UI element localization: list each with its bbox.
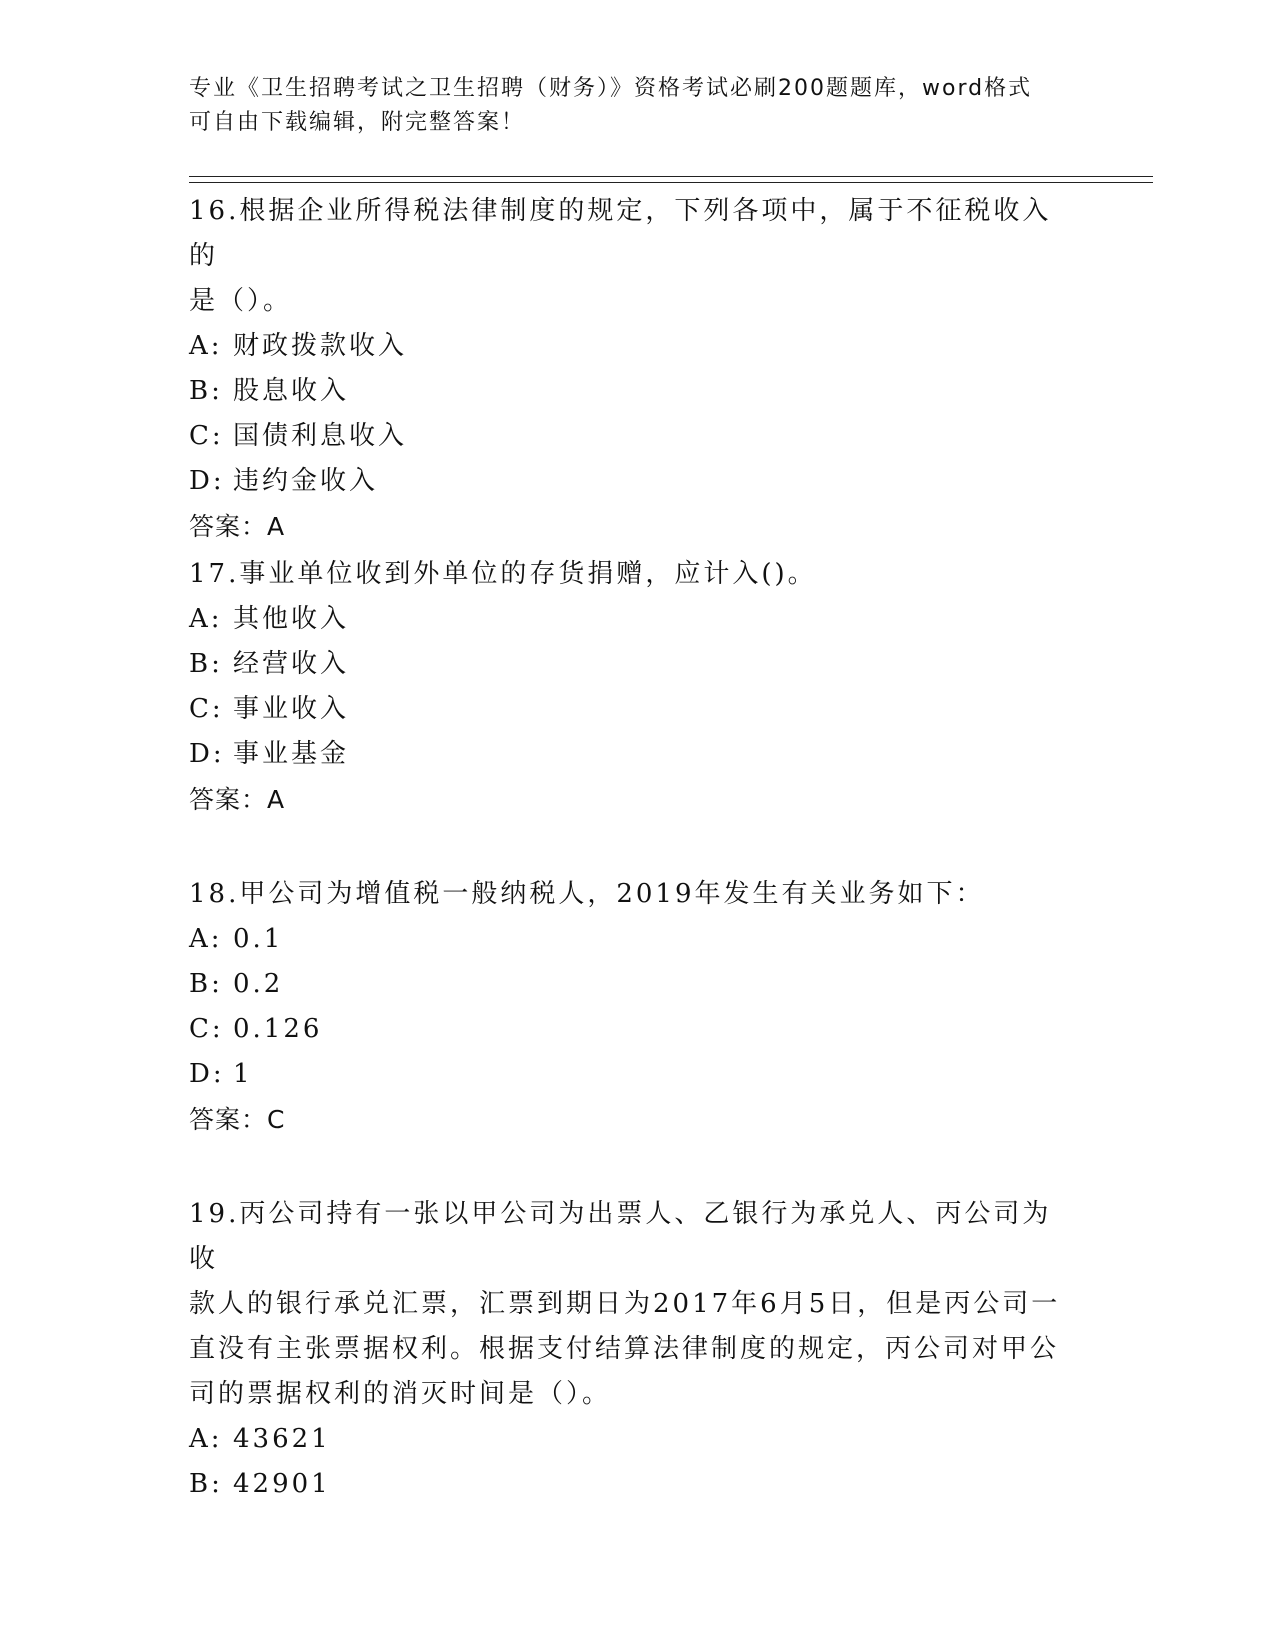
option-letter: A:: [189, 331, 223, 361]
question-stem-line: 19.丙公司持有一张以甲公司为出票人、乙银行为承兑人、丙公司为收: [189, 1199, 1052, 1274]
option-letter: B:: [189, 1469, 223, 1499]
question-19: [189, 1192, 1069, 1507]
option-a: [189, 597, 1069, 642]
question-stem-line: 16.根据企业所得税法律制度的规定，下列各项中，属于不征税收入的: [189, 196, 1052, 271]
option-letter: D:: [189, 466, 225, 496]
option-a: [189, 1417, 1069, 1462]
answer-line: 答案：A: [189, 512, 286, 541]
header-line-2: 可自由下载编辑，附完整答案！: [189, 110, 526, 135]
answer-line: 答案：A: [189, 785, 286, 814]
option-text: 43621: [233, 1424, 331, 1454]
option-a: [189, 917, 1069, 962]
question-stem-line: 是（）。: [189, 286, 293, 316]
option-b: [189, 962, 1069, 1007]
question-stem-line: 直没有主张票据权利。根据支付结算法律制度的规定，丙公司对甲公: [189, 1334, 1060, 1364]
option-letter: D:: [189, 1059, 225, 1089]
option-d: [189, 459, 1069, 504]
option-text: 0.126: [233, 1014, 323, 1044]
question-stem-line: 17.事业单位收到外单位的存货捐赠，应计入()。: [189, 559, 817, 589]
option-text: 财政拨款收入: [233, 331, 408, 361]
option-text: 违约金收入: [233, 466, 379, 496]
option-text: 国债利息收入: [233, 421, 408, 451]
option-b: [189, 1462, 1069, 1507]
option-letter: B:: [189, 969, 223, 999]
option-text: 0.2: [233, 969, 284, 999]
question-16: [189, 189, 1069, 549]
option-letter: A:: [189, 1424, 223, 1454]
question-stem-line: 司的票据权利的消灭时间是（）。: [189, 1379, 612, 1409]
option-text: 0.1: [233, 924, 284, 954]
option-text: 事业基金: [233, 739, 350, 769]
option-letter: B:: [189, 649, 223, 679]
option-letter: C:: [189, 694, 224, 724]
option-text: 股息收入: [233, 376, 350, 406]
question-17: [189, 552, 1069, 822]
answer-line: 答案：C: [189, 1105, 286, 1134]
option-c: [189, 414, 1069, 459]
option-letter: A:: [189, 924, 223, 954]
option-text: 经营收入: [233, 649, 350, 679]
question-18: [189, 872, 1069, 1142]
question-stem-line: 款人的银行承兑汇票，汇票到期日为2017年6月5日，但是丙公司一: [189, 1289, 1061, 1319]
option-text: 其他收入: [233, 604, 350, 634]
option-b: [189, 369, 1069, 414]
option-letter: D:: [189, 739, 225, 769]
option-letter: C:: [189, 1014, 224, 1044]
question-stem-line: 18.甲公司为增值税一般纳税人，2019年发生有关业务如下：: [189, 879, 985, 909]
option-text: 事业收入: [233, 694, 350, 724]
option-letter: A:: [189, 604, 223, 634]
option-c: [189, 687, 1069, 732]
option-d: [189, 1052, 1069, 1097]
document-header: [189, 72, 1069, 140]
header-divider-bottom: [189, 182, 1153, 183]
option-d: [189, 732, 1069, 777]
option-text: 1: [233, 1059, 253, 1089]
option-letter: C:: [189, 421, 224, 451]
header-line-1: 专业《卫生招聘考试之卫生招聘（财务）》资格考试必刷200题题库，word格式: [189, 76, 1033, 101]
option-b: [189, 642, 1069, 687]
option-letter: B:: [189, 376, 223, 406]
option-a: [189, 324, 1069, 369]
option-c: [189, 1007, 1069, 1052]
header-divider-top: [189, 176, 1153, 177]
option-text: 42901: [233, 1469, 331, 1499]
